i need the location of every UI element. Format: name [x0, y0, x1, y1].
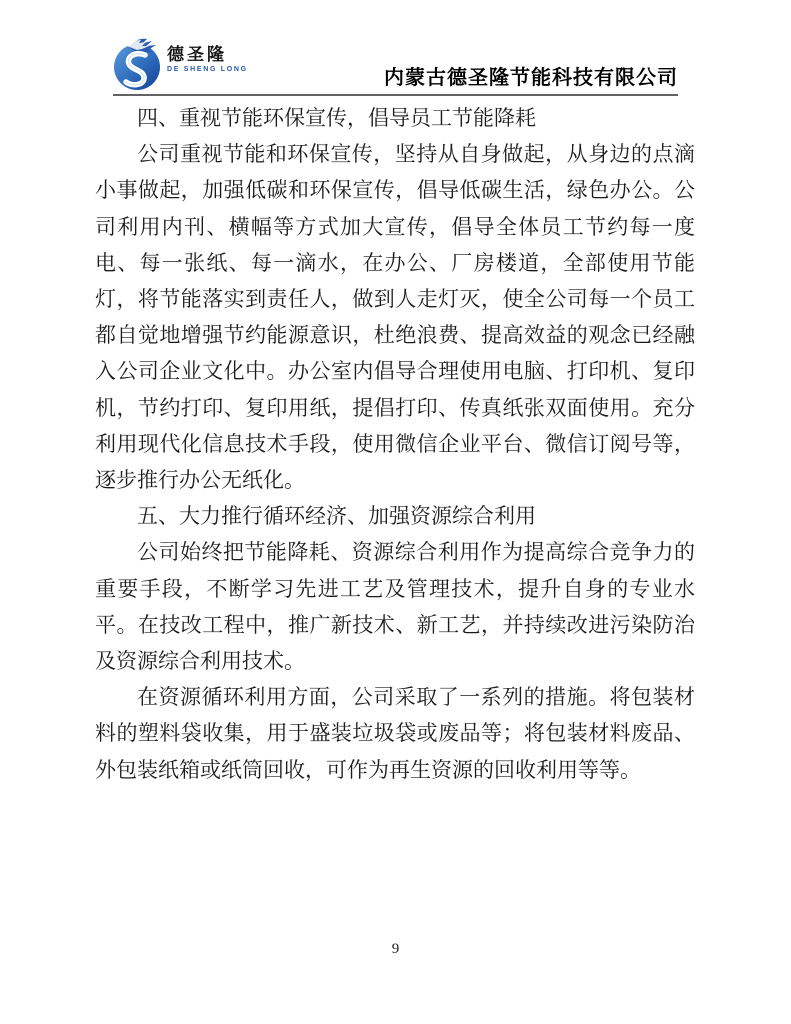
page-header [113, 38, 678, 96]
logo-wordmark [167, 46, 248, 73]
document-body [95, 100, 695, 788]
logo-chinese-name: 德圣隆 [167, 44, 227, 64]
paragraph-circular-economy: 公司始终把节能降耗、资源综合利用作为提高综合竞争力的重要手段，不断学习先进工艺及管理技术，提升自身的专业水平。在技改工程中，推广新技术、新工艺，并持续改进污染防治及资源综合利用技术。 [95, 540, 695, 674]
section-heading-five: 五、大力推行循环经济、加强资源综合利用 [137, 504, 536, 529]
paragraph-energy-saving-publicity: 公司重视节能和环保宣传，坚持从自身做起，从身边的点滴小事做起，加强低碳和环保宣传，倡导低碳生活，绿色办公。公司利用内刊、横幅等方式加大宣传，倡导全体员工节约每一度电、每一张纸、每一滴水，在办公、厂房楼道，全部使用节能灯，将节能落实到责任人，做到人走灯灭，使全公司每一个员工都自觉地增强节约能源意识，杜绝浪费、提高效益的观念已经融入公司企业文化中。办公室内倡导合理使用电脑、打印机、复印机，节约打印、复印用纸，提倡打印、传真纸张双面使用。充分利用现代化信息技术手段，使用微信企业平台、微信订阅号等，逐步推行办公无纸化。 [95, 142, 695, 493]
paragraph-resource-recycling: 在资源循环利用方面，公司采取了一系列的措施。将包装材料的塑料袋收集，用于盛装垃圾袋或废品等；将包装材料废品、外包装纸箱或纸筒回收，可作为再生资源的回收利用等等。 [95, 685, 695, 782]
page-number: 9 [391, 941, 400, 957]
dragon-s-logo-icon [113, 37, 163, 91]
company-name: 内蒙古德圣隆节能科技有限公司 [384, 67, 678, 89]
company-logo [113, 37, 248, 91]
section-heading-four: 四、重视节能环保宣传，倡导员工节能降耗 [137, 106, 536, 130]
logo-english-name: DE SHENG LONG [167, 65, 248, 73]
